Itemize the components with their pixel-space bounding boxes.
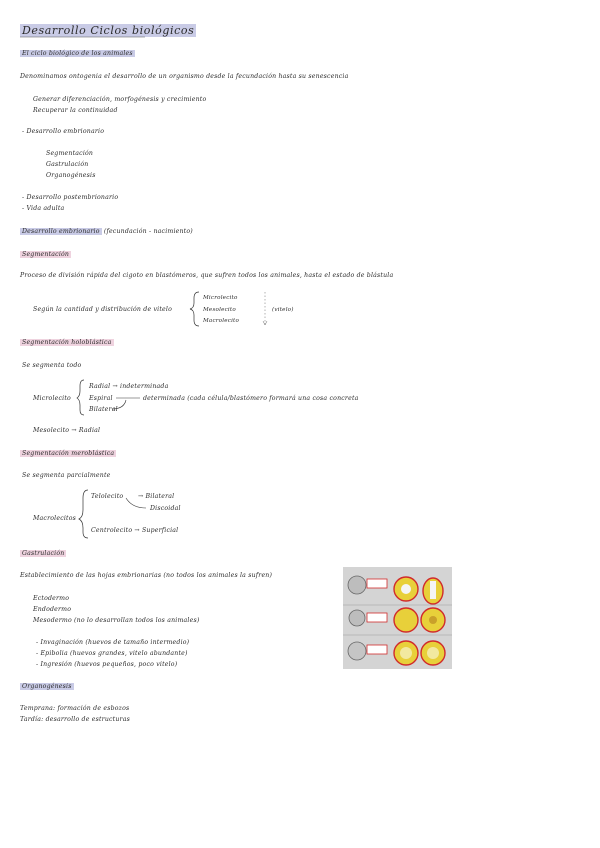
intro-item: Generar diferenciación, morfogénesis y crecimiento [33, 96, 207, 103]
holoblastic-heading: Segmentación holoblástica [22, 339, 112, 346]
page-title: Desarrollo Ciclos biológicos [22, 24, 195, 37]
segmentation-desc: Proceso de división rápida del cigoto en blastómeros, que sufren todos los animales, hasta el estado de blástula [20, 272, 394, 279]
organogenesis-item: Tardía: desarrollo de estructuras [20, 716, 130, 723]
gastrulation-type: - Epibolia (huevos grandes, vitelo abundante) [36, 650, 188, 657]
holoblastic-line: Se segmenta todo [22, 362, 82, 369]
microlecito-label: Microlecito [33, 395, 71, 402]
intro-item: Recuperar la continuidad [33, 107, 118, 114]
gastrulation-type: - Invaginación (huevos de tamaño intermedio) [36, 639, 190, 646]
mesolecito-line: Mesolecito → Radial [33, 427, 101, 434]
post-item: - Vida adulta [22, 205, 65, 212]
discoidal-arrow [126, 498, 146, 508]
embryo-dev-heading: Desarrollo embrionario (fecundación - nacimiento) [22, 228, 193, 235]
organogenesis-item: Temprana: formación de esbozos [20, 705, 130, 712]
centrolecito-line: Centrolecito → Superficial [91, 527, 179, 534]
section-heading: El ciclo biológico de los animales [22, 50, 133, 57]
vitelo-type: Macrolecito [203, 318, 240, 324]
telo-discoidal: Discoidal [150, 505, 181, 512]
embryo-item: Gastrulación [46, 161, 89, 168]
germ-layer: Ectodermo [33, 595, 70, 602]
segmentation-criterion: Según la cantidad y distribución de vitelo [33, 306, 172, 313]
macrolecito-brace [79, 490, 88, 538]
telo-bilateral: → Bilateral [138, 493, 175, 500]
segmentation-heading: Segmentación [22, 251, 70, 258]
embryo-item: Segmentación [46, 150, 94, 157]
branch-radial: Radial → indeterminada [89, 383, 169, 390]
determinada-text: determinada (cada célula/blastómero formará una cosa concreta [143, 395, 359, 402]
vitelo-note: (vitelo) [272, 307, 294, 313]
organogenesis-heading: Organogénesis [22, 683, 72, 690]
meroblastic-line: Se segmenta parcialmente [22, 472, 111, 479]
intro-text: Denominamos ontogenia el desarrollo de un organismo desde la fecundación hasta su senescencia [20, 73, 349, 80]
meroblastic-heading: Segmentación meroblástica [22, 450, 115, 457]
branch-spiral: Espiral [89, 395, 113, 402]
microlecito-brace [77, 380, 84, 415]
gastrulation-desc: Establecimiento de las hojas embrionarias (no todos los animales la sufren) [20, 572, 273, 579]
germ-layer: Endodermo [33, 606, 72, 613]
gastrulation-type: - Ingresión (huevos pequeños, poco vitelo) [36, 661, 178, 668]
embryo-item: Organogénesis [46, 172, 96, 179]
vitelo-type: Mesolecito [203, 307, 236, 313]
bilateral-arrow [112, 400, 126, 409]
vitelo-brace [190, 292, 199, 326]
telolecito-label: Telolecito [91, 493, 124, 500]
embryo-header: - Desarrollo embrionario [22, 128, 105, 135]
vitelo-type: Microlecito [203, 295, 238, 301]
germ-layer: Mesodermo (no lo desarrollan todos los animales) [33, 617, 200, 624]
branch-bilateral: Bilateral [89, 406, 118, 413]
gastrulation-heading: Gastrulación [22, 550, 65, 557]
post-item: - Desarrollo postembrionario [22, 194, 119, 201]
macrolecitos-label: Macrolecitos [33, 515, 77, 522]
